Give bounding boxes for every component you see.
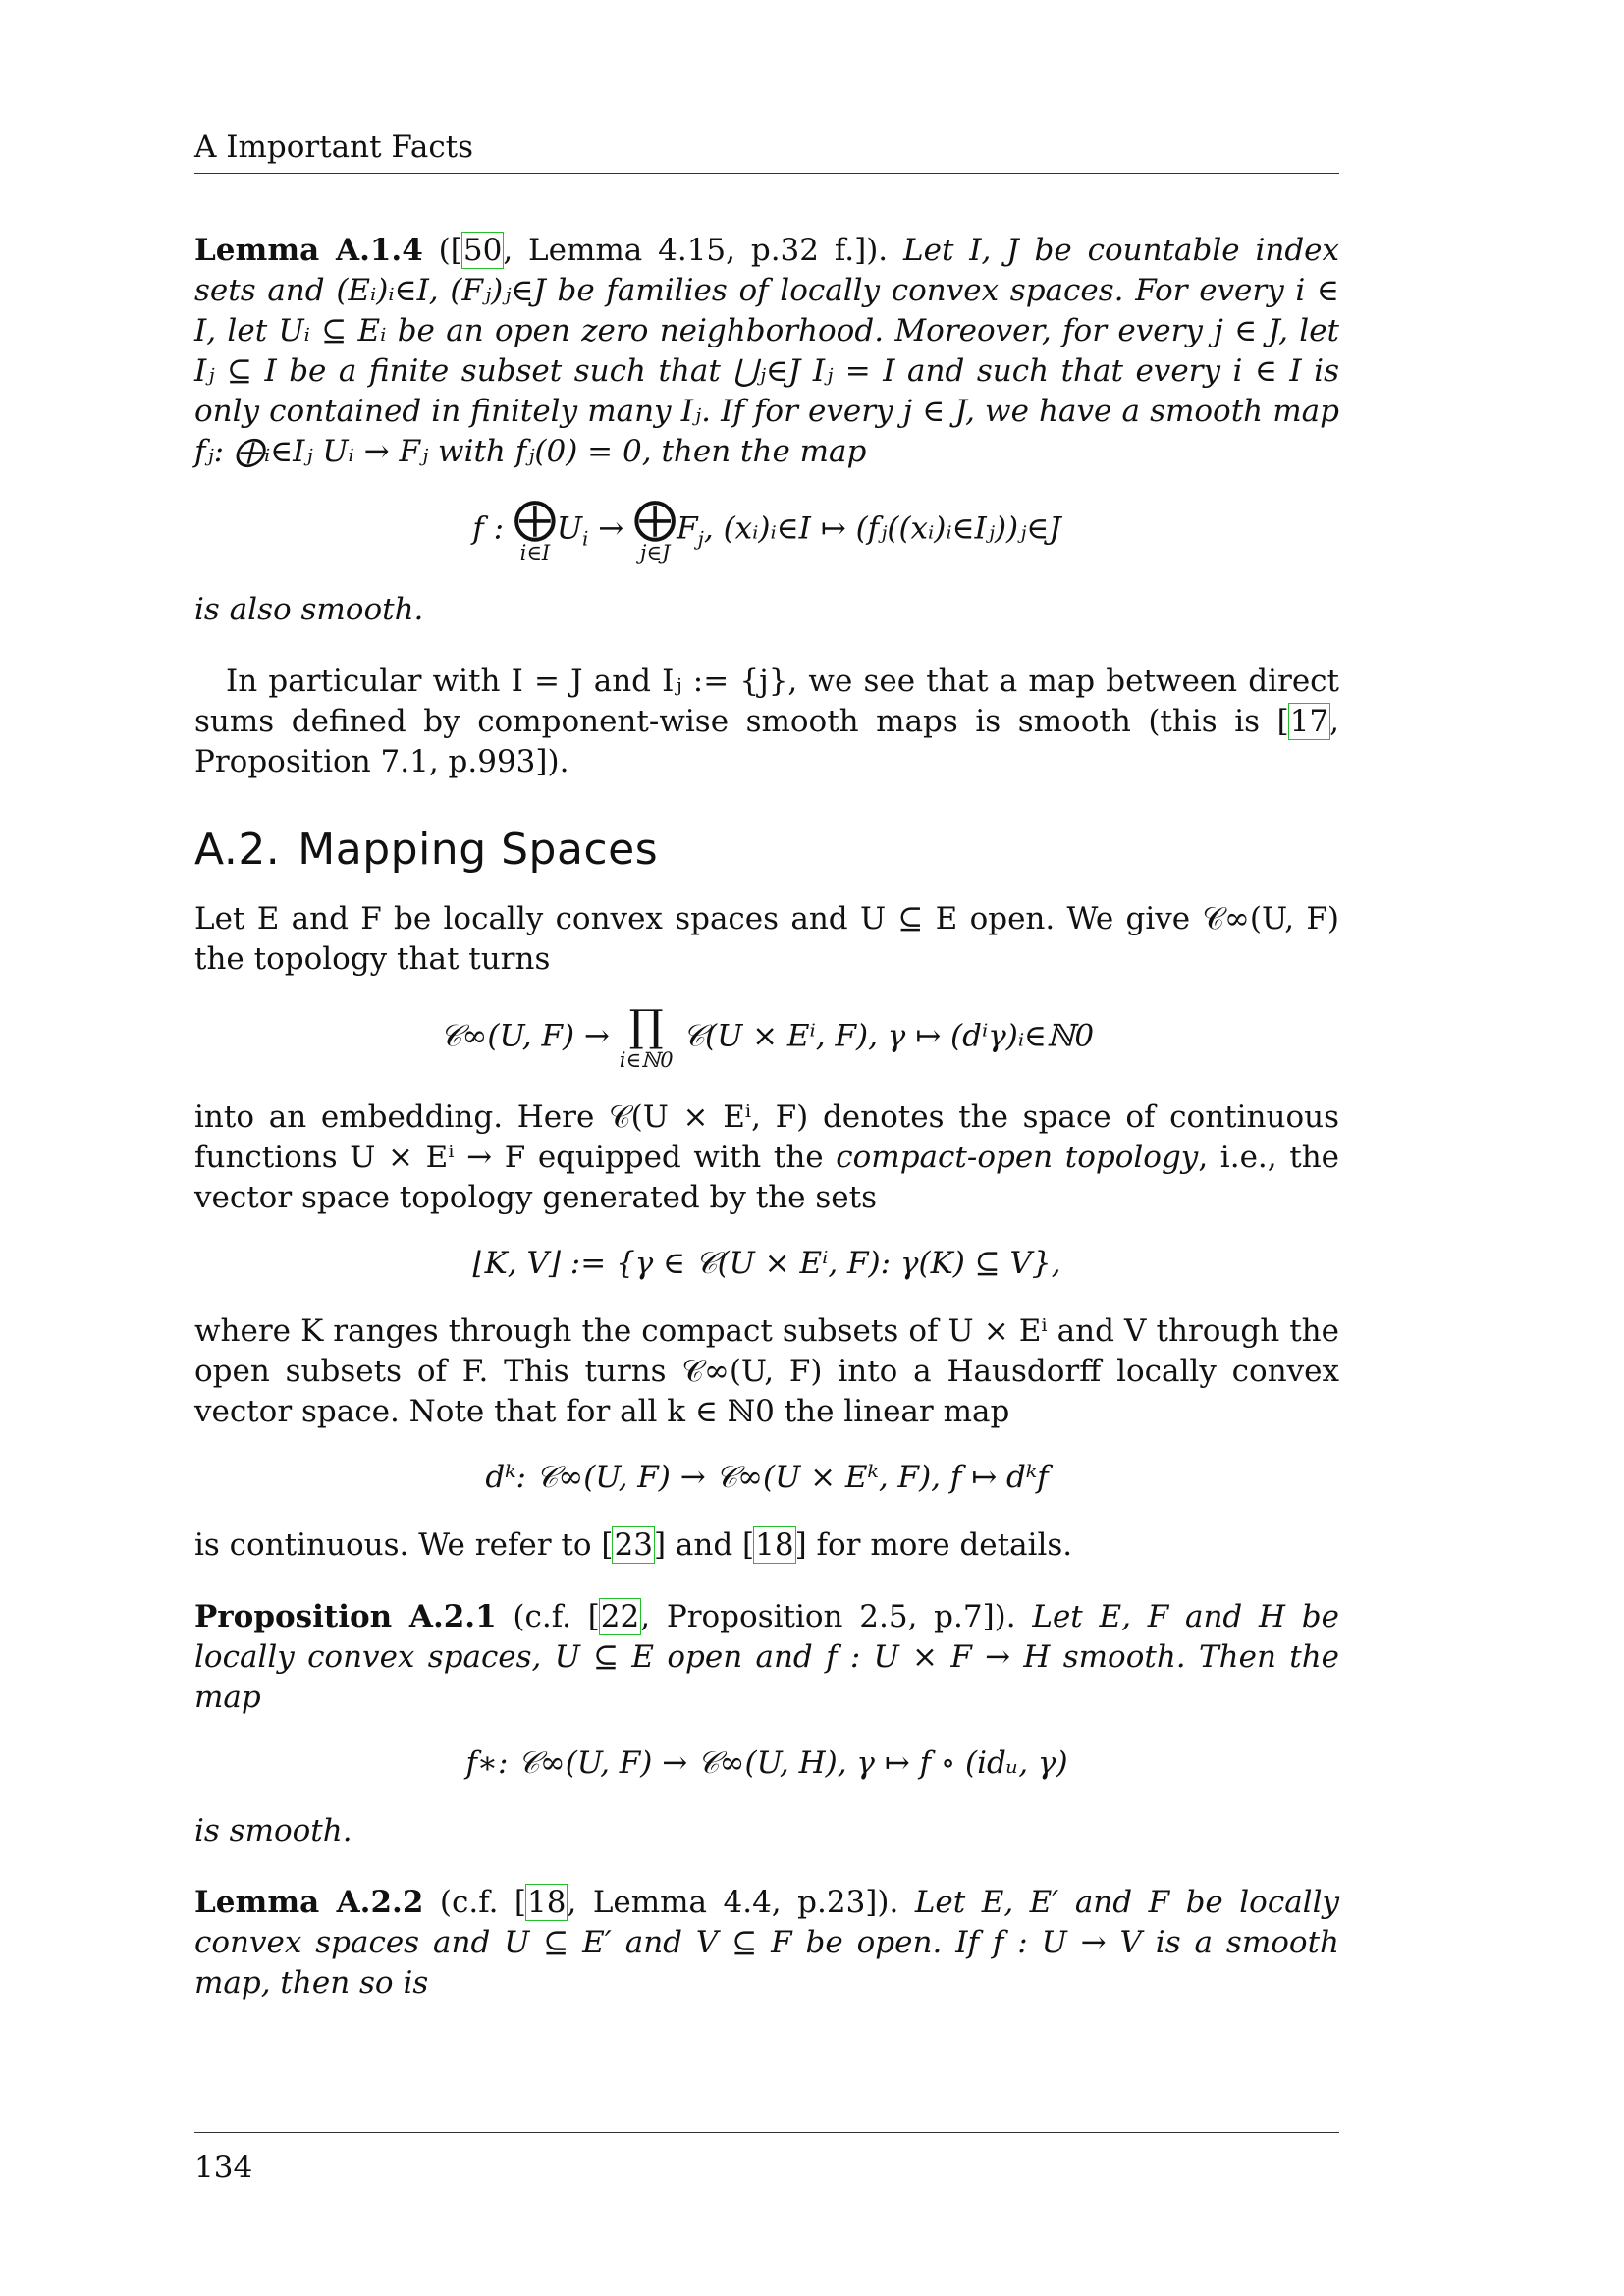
prop-cite-open: (c.f. [ [513, 1599, 600, 1634]
footer-rule [194, 2132, 1339, 2133]
para2-emphasis: compact-open topology [836, 1140, 1199, 1175]
equation-derivative-map: dᵏ: 𝒞∞(U, F) → 𝒞∞(U × Eᵏ, F), f ↦ dᵏf [485, 1460, 1049, 1495]
mapping-intro: Let E and F be locally convex spaces and U ⊆ E open. We give 𝒞∞(U, F) the topology that turns [194, 901, 1339, 977]
citation-link-18b[interactable]: 18 [527, 1885, 567, 1920]
para4-c: ] for more details. [794, 1527, 1073, 1563]
lemma-a22-cite-rest: , Lemma 4.4, p.23]). [567, 1885, 899, 1920]
proposition-statement: Let E, F and H be locally convex spaces, U ⊆ E open and f : U × F → H smooth. Then the map [194, 1599, 1339, 1715]
eq-sub-i: i [582, 526, 589, 551]
cite-open: ([ [438, 233, 462, 268]
running-header: A Important Facts [194, 130, 474, 165]
eq1-right: 𝒞(U × Eⁱ, F), γ ↦ (dⁱγ)ᵢ∈ℕ0 [682, 1018, 1095, 1054]
header-rule [194, 173, 1339, 174]
citation-link-23[interactable]: 23 [614, 1527, 653, 1563]
remark-text-b: , Proposition 7.1, p.993]). [194, 704, 1339, 779]
lemma-a22-label: Lemma A.2.2 [194, 1885, 424, 1920]
mapping-paragraph-2 [194, 1097, 1339, 1218]
page-number: 134 [194, 2150, 253, 2185]
eq-arrow: → [588, 510, 634, 547]
lemma-statement-line-2: (Eᵢ)ᵢ∈I, (Fⱼ)ⱼ∈J be families of locally convex spaces. For every i ∈ I, let Uᵢ ⊆ Eᵢ be [194, 273, 1339, 348]
lemma-statement-line-3: an open zero neighborhood. Moreover, for every j ∈ J, let Iⱼ ⊆ I be a finite subset [194, 313, 1339, 389]
oplus-limit-i: i∈I [519, 541, 551, 564]
eq-u: U [556, 510, 583, 547]
section-heading [194, 825, 1339, 875]
page [194, 0, 1339, 2296]
oplus-limit-j: j∈J [639, 541, 671, 564]
proposition-a-2-1 [194, 1597, 1339, 1851]
eq-f: F [677, 510, 698, 547]
section-title: Mapping Spaces [298, 825, 659, 875]
eq-sub-j: j [697, 526, 704, 551]
eq-map: , (xᵢ)ᵢ∈I ↦ (fⱼ((xᵢ)ᵢ∈Iⱼ))ⱼ∈J [703, 510, 1061, 547]
lemma-a22-cite-open: (c.f. [ [439, 1885, 527, 1920]
remark-paragraph [194, 662, 1339, 782]
product-symbol: ∏ [628, 1001, 664, 1051]
equation-embedding [194, 1001, 1339, 1072]
para4-b: ] and [ [653, 1527, 755, 1563]
equation-sets: ⌊K, V⌋ := {γ ∈ 𝒞(U × Eⁱ, F): γ(K) ⊆ V}, [472, 1246, 1061, 1281]
equation-pushforward: f∗: 𝒞∞(U, F) → 𝒞∞(U, H), γ ↦ f ∘ (idᵤ, γ) [465, 1745, 1068, 1781]
oplus-symbol: ⨁ [513, 494, 557, 544]
lemma-statement-line-6: then the map [661, 434, 867, 469]
mapping-paragraph-3: where K ranges through the compact subsets of U × Eⁱ and V through the open subsets of F. This turns 𝒞∞(U, F) into a Hausdorff locally convex vector space. Note that for all k ∈ ℕ0 the linear map [194, 1313, 1339, 1429]
citation-link-17[interactable]: 17 [1289, 704, 1329, 739]
proposition-conclusion: is smooth. [194, 1813, 352, 1848]
lemma-a-1-4 [194, 231, 1339, 630]
lemma-statement-line-4: such that ⋃ⱼ∈J Iⱼ = I and such that every i ∈ I is only contained in finitely many [194, 353, 1339, 429]
citation-link-18[interactable]: 18 [755, 1527, 794, 1563]
lemma-a-2-2 [194, 1883, 1339, 2003]
section-number: A.2. [194, 825, 281, 875]
lemma-statement-line-1: Let I, J be countable index sets and [194, 233, 1340, 308]
lemma-statement-line-5: Iⱼ. If for every j ∈ J, we have a smooth map fⱼ: ⨁ᵢ∈Iⱼ Uᵢ → Fⱼ with fⱼ(0) = 0, [194, 394, 1339, 469]
equation-direct-sum-map [194, 494, 1339, 564]
eq-left: f : [472, 510, 505, 547]
oplus-over-i [513, 494, 557, 564]
lemma-label: Lemma A.1.4 [194, 233, 423, 268]
oplus-over-j [633, 494, 677, 564]
para2-text: into an embedding. Here 𝒞(U × Eⁱ, F) denotes the space of continuous functions U × Eⁱ → F equipped with the [194, 1099, 1339, 1175]
oplus-symbol-2: ⨁ [633, 494, 677, 544]
para4-a: is continuous. We refer to [ [194, 1527, 614, 1563]
lemma-a22-statement: Let E, E′ and F be locally convex spaces and U ⊆ E′ and V ⊆ F be open. If f : U → V is a smooth map, then so is [194, 1885, 1340, 2001]
product-operator [619, 1001, 674, 1072]
mapping-paragraph-4 [194, 1525, 1339, 1566]
remark-text-a: In particular with I = J and Iⱼ := {j}, we see that a map between direct sums defined by component-wise smooth maps is smooth (this is [ [194, 664, 1339, 739]
cite-rest: , Lemma 4.15, p.32 f.]). [503, 233, 889, 268]
citation-link-50[interactable]: 50 [462, 233, 503, 268]
product-limit: i∈ℕ0 [619, 1048, 674, 1072]
para2-end: , i.e., the vector space topology generated by the sets [194, 1140, 1340, 1215]
citation-link-22[interactable]: 22 [600, 1599, 640, 1634]
proposition-label: Proposition A.2.1 [194, 1599, 497, 1634]
eq1-left: 𝒞∞(U, F) → [439, 1018, 610, 1054]
page-body [194, 231, 1339, 2003]
lemma-conclusion: is also smooth. [194, 592, 424, 627]
prop-cite-rest: , Proposition 2.5, p.7]). [640, 1599, 1016, 1634]
